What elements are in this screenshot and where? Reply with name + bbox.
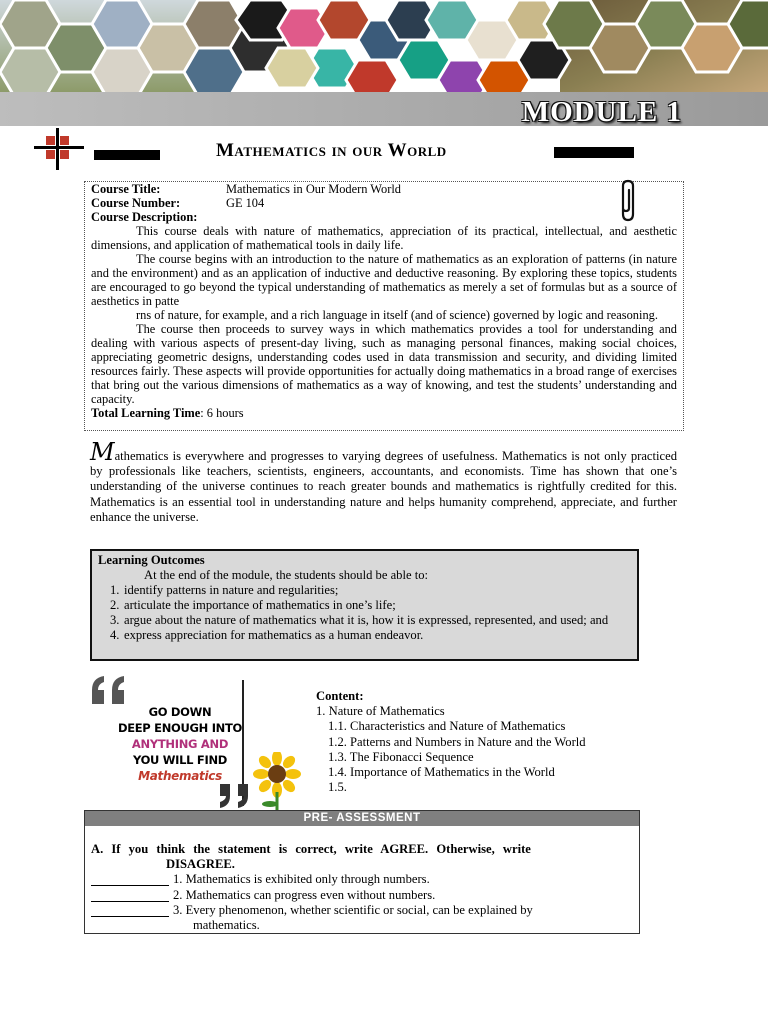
list-item: 4. express appreciation for mathematics as a human endeavor. [110, 628, 424, 642]
learning-time-label: Total Learning Time [91, 406, 201, 420]
paperclip-icon [616, 178, 640, 224]
sunflower-icon [250, 752, 304, 812]
hexagon-mosaic [0, 0, 768, 92]
intro-text: athematics is everywhere and progresses to varying degrees of usefulness. Mathematics is not only practiced by professionals like teachers, scientists, engineers, accountants, and economists. Time has shown that one’s understanding of the universe continues to reach greater bounds and mathematics is rightfully credited for this. Mathematics is an essential tool in understanding nature and helps humanity comprehend, appreciate, and further enhance the universe. [90, 449, 677, 524]
list-item: 2. articulate the importance of mathematics in one’s life; [110, 598, 396, 612]
learning-outcomes-box [90, 549, 639, 661]
description-paragraph: The course begins with an introduction to the nature of mathematics as an exploration of patterns (in nature and the environment) and as an application of inductive and deductive reasoning. By exploring these topics, students are encouraged to go beyond the typical understanding of mathematics as merely a set of formulas but as a source of aesthetics in patte [91, 252, 677, 308]
course-title-label: Course Title: [91, 182, 161, 196]
title-bar-left [94, 150, 160, 160]
description-paragraph: rns of nature, for example, and a rich language in itself (and of science) governed by logic and reasoning. [136, 308, 658, 322]
header-banner [0, 0, 768, 92]
quote-text: GO DOWN DEEP ENOUGH INTO ANYTHING AND YOU WILL FIND Mathematics [117, 705, 243, 783]
pre-assessment-question: A. If you think the statement is correct, write AGREE. Otherwise, write DISAGREE. [91, 842, 531, 872]
content-item: 1. Nature of Mathematics [316, 704, 445, 719]
assessment-item: 2. Mathematics can progress even without numbers. [85, 888, 639, 903]
module-title: MODULE 1 [521, 96, 682, 128]
course-number-value: GE 104 [226, 196, 265, 210]
assessment-item: 1. Mathematics is exhibited only through numbers. [85, 872, 639, 887]
content-item: 1.3. The Fibonacci Sequence [328, 749, 474, 764]
document-title: Mathematics in our World [216, 140, 447, 161]
pre-assessment-header: PRE- ASSESSMENT [85, 811, 639, 826]
pre-assessment-box [84, 810, 640, 934]
title-bar-right [554, 147, 634, 158]
intro-paragraph [90, 438, 677, 525]
open-quote-icon [88, 674, 132, 706]
content-item: 1.2. Patterns and Numbers in Nature and the World [328, 734, 586, 749]
content-item: 1.5. [328, 780, 347, 795]
answer-blank[interactable] [91, 888, 169, 902]
content-block [316, 689, 586, 795]
assessment-item: 3. Every phenomenon, whether scientific or social, can be explained by mathematics. [85, 903, 639, 933]
course-number-row [91, 196, 677, 210]
description-paragraph: The course then proceeds to survey ways in which mathematics provides a tool for understanding and dealing with various aspects of present-day living, such as managing personal finances, making social choices, appreciating geometric designs, understanding codes used in data transmission and security, and dividing limited resources fairly. These aspects will provide opportunities for actually doing mathematics in a broad range of exercises that bring out the various dimensions of mathematics as a way of knowing, and test the students’ understanding and capacity. [91, 322, 677, 406]
list-item: 1. identify patterns in nature and regularities; [110, 583, 339, 597]
drop-cap: M [90, 438, 115, 466]
learning-time-row [91, 406, 677, 420]
course-description-label: Course Description: [91, 210, 198, 224]
course-number-label: Course Number: [91, 196, 181, 210]
learning-outcomes-list [98, 583, 631, 643]
quote-image [88, 674, 304, 812]
cross-logo-icon [34, 128, 84, 170]
content-heading: Content: [316, 689, 364, 703]
content-item: 1.4. Importance of Mathematics in the World [328, 765, 555, 780]
list-item: 3. argue about the nature of mathematics what it is, how it is expressed, represented, and used; and [110, 613, 609, 627]
content-item: 1.1. Characteristics and Nature of Mathematics [328, 719, 566, 734]
course-info-box [84, 181, 684, 431]
learning-time-value: : 6 hours [200, 406, 244, 420]
course-description-row [91, 210, 677, 224]
answer-blank[interactable] [91, 872, 169, 886]
answer-blank[interactable] [91, 903, 169, 917]
description-paragraph: This course deals with nature of mathematics, appreciation of its practical, intellectual, and aesthetic dimensions, and application of mathematical tools in daily life. [91, 224, 677, 252]
learning-outcomes-intro: At the end of the module, the students should be able to: [144, 568, 429, 582]
learning-outcomes-heading: Learning Outcomes [98, 553, 205, 567]
course-title-row [91, 182, 677, 196]
course-title-value: Mathematics in Our Modern World [226, 182, 401, 196]
